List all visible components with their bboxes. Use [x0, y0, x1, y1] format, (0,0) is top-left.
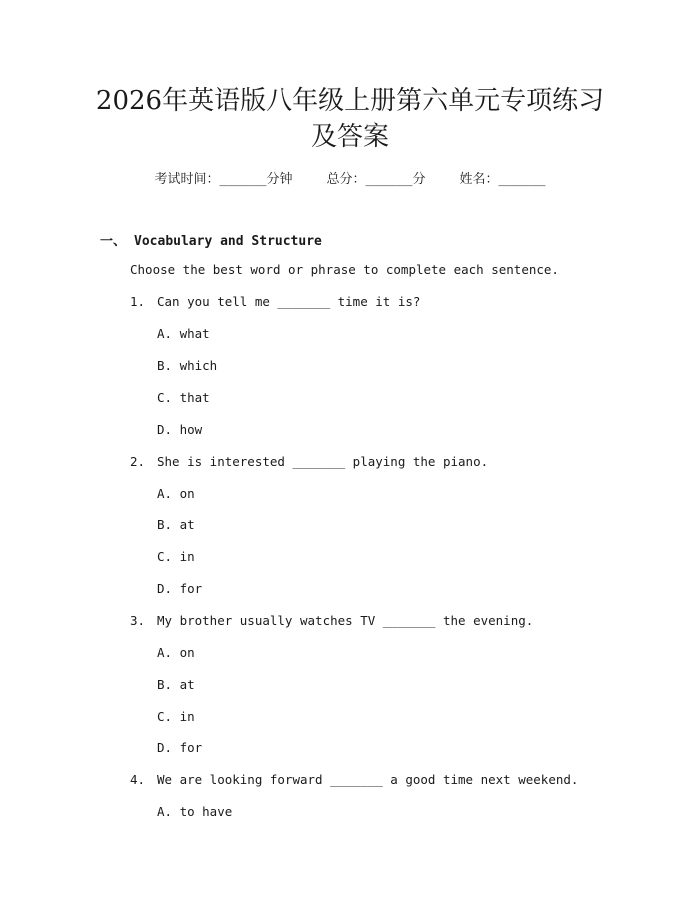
question-number: 1. [130, 294, 146, 309]
question-number: 3. [130, 613, 146, 628]
time-label: 考试时间： [154, 172, 220, 187]
answer-option: B. at [157, 517, 195, 532]
answer-option: C. in [157, 709, 195, 724]
answer-option: B. at [157, 677, 195, 692]
answer-option: A. on [157, 486, 195, 501]
answer-option: C. in [157, 549, 195, 564]
time-unit: 分钟 [266, 172, 293, 187]
score-label: 总分： [326, 172, 366, 187]
answer-option: A. what [157, 326, 210, 341]
time-blank: ______ [219, 172, 267, 187]
score-blank: ______ [365, 172, 413, 187]
score-unit: 分 [412, 172, 426, 187]
answer-option: B. which [157, 358, 218, 373]
section-title: Vocabulary and Structure [134, 234, 322, 249]
question-text: Can you tell me _______ time it is? [157, 294, 421, 309]
answer-option: D. how [157, 422, 203, 437]
name-label: 姓名： [459, 172, 499, 187]
section-instruction: Choose the best word or phrase to complete each sentence. [130, 262, 559, 277]
question-number: 2. [130, 454, 146, 469]
page-title-line1: 2026年英语版八年级上册第六单元专项练习 [95, 86, 605, 116]
answer-option: D. for [157, 581, 203, 596]
question-number: 4. [130, 772, 146, 787]
question-text: She is interested _______ playing the piano. [157, 454, 489, 469]
section-heading [100, 230, 322, 249]
name-blank: ______ [498, 172, 546, 187]
section-number: 一、 [100, 234, 127, 249]
answer-option: C. that [157, 390, 210, 405]
answer-option: D. for [157, 740, 203, 755]
question-text: We are looking forward _______ a good time next weekend. [157, 772, 579, 787]
answer-option: A. to have [157, 804, 233, 819]
exam-meta [0, 168, 700, 187]
question-text: My brother usually watches TV _______ the evening. [157, 613, 534, 628]
answer-option: A. on [157, 645, 195, 660]
page-title-line2: 及答案 [310, 122, 389, 152]
